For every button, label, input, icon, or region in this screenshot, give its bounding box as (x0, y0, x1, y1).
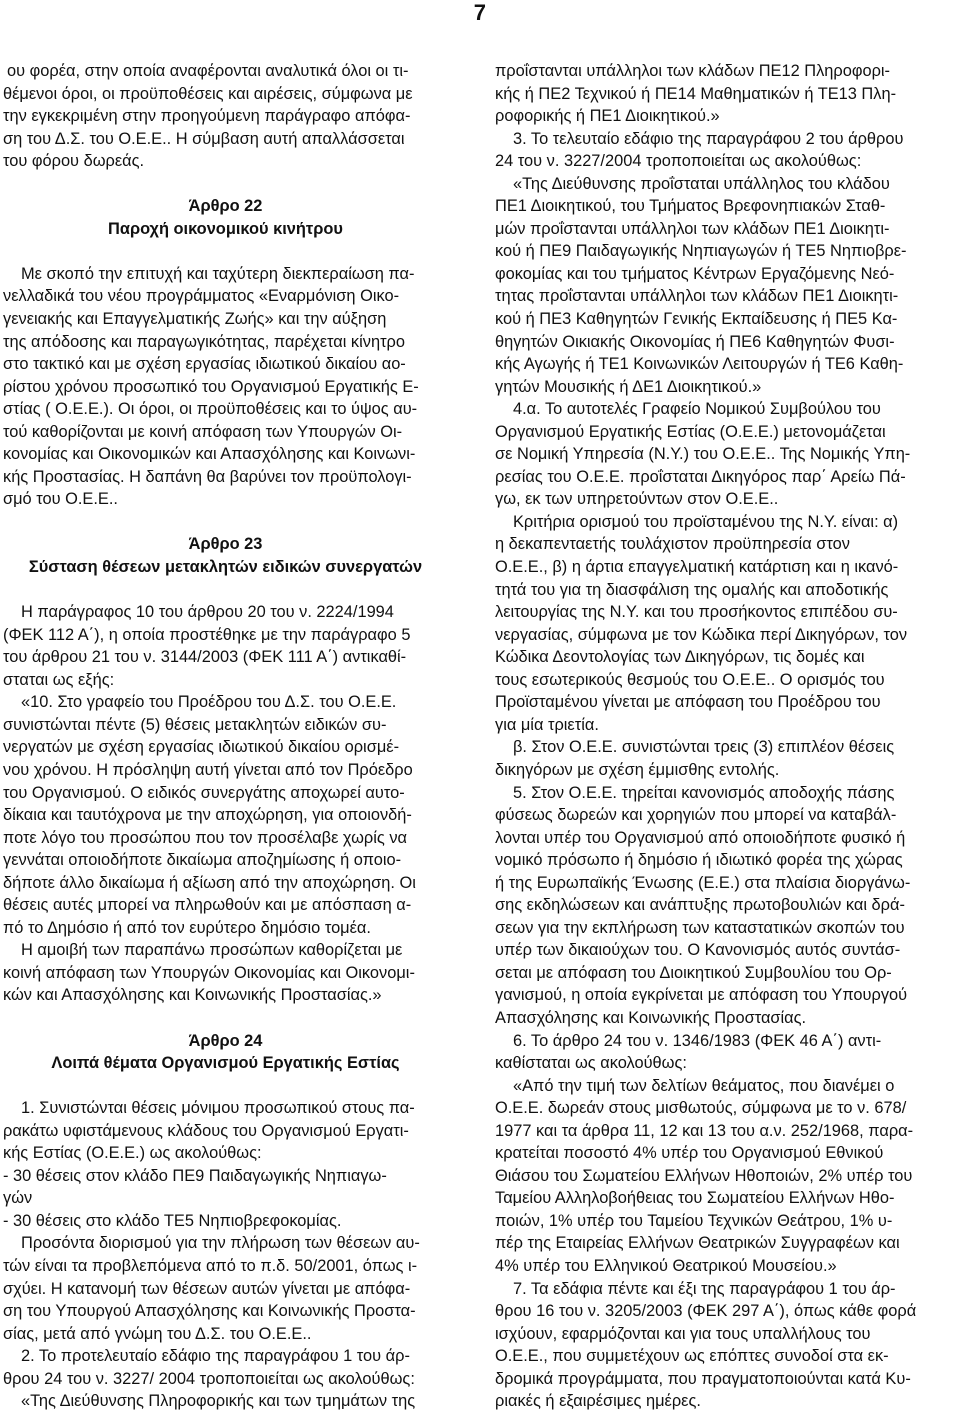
text-line: ποτε λόγο του προσώπου που τον προσέλαβε χωρίς να (3, 828, 407, 847)
text-line: τους εσωτερικούς θεσμούς του Ο.Ε.Ε.. Ο ορισμός του (495, 670, 885, 689)
text-line: ποιών, 1% υπέρ του Ταμείου Τεχνικών Θεάτρου, 1% υ- (495, 1211, 893, 1230)
text-line: - 30 θέσεις στον κλάδο ΠΕ9 Παιδαγωγικής Νηπιαγω- (3, 1166, 387, 1185)
text-line: κρατείται ποσοστό 4% υπέρ του Οργανισμού Εθνικού (495, 1144, 884, 1163)
text-line: η δεκαπενταετής τουλάχιστον προϋπηρεσία στον (495, 535, 850, 554)
text-line: πέρ της Εταιρείας Ελλήνων Θεατρικών Συγγραφέων και (495, 1234, 900, 1253)
article-24-title: Λοιπά θέματα Οργανισμού Εργατικής Εστίας (51, 1054, 400, 1073)
text-line: της απόδοσης και παραγωγικότητας, παρέχεται κίνητρο (3, 332, 405, 351)
text-line: Κώδικα Δεοντολογίας των Δικηγόρων, τις δομές και (495, 648, 865, 667)
text-line: λονται υπέρ του Οργανισμού από οποιοδήποτε φυσικό ή (495, 828, 906, 847)
text-line: 6. Το άρθρο 24 του ν. 1346/1983 (ΦΕΚ 46 Α΄) αντι- (513, 1031, 882, 1050)
text-line: θρου 24 του ν. 3227/ 2004 τροποποιείται ως ακολούθως: (3, 1369, 415, 1388)
text-line: για μία τριετία. (495, 715, 599, 734)
text-line: γεννάται οποιοδήποτε δικαίωμα αποζημίωσης ή οποιο- (3, 851, 402, 870)
text-line: δήποτε άλλο δικαίωμα ή αξίωση από την αποχώρηση. Οι (3, 873, 416, 892)
text-line: κής Προστασίας. Η δαπάνη θα βαρύνει τον προϋπολογι- (3, 467, 412, 486)
text-line: 4% υπέρ του Ελληνικού Θεατρικού Μουσείου.» (495, 1256, 837, 1275)
text-line: Κριτήρια ορισμού του προϊσταμένου της Ν.Υ. είναι: α) (513, 512, 899, 531)
text-line: σμό του Ο.Ε.Ε.. (3, 490, 118, 509)
text-line: του άρθρου 21 του ν. 3144/2003 (ΦΕΚ 111 Α΄) αντικαθί- (3, 648, 407, 667)
text-line: ση του Υπουργού Απασχόλησης και Κοινωνικής Προστα- (3, 1302, 416, 1321)
text-line: φύσεως δωρεών και χορηγιών που μπορεί να καταβάλ- (495, 806, 897, 825)
text-line: πό το Δημόσιο ή από τον ευρύτερο δημόσιο τομέα. (3, 918, 371, 937)
text-line: σεται με απόφαση του Διοικητικού Συμβουλίου του Ορ- (495, 963, 892, 982)
text-line: Ο.Ε.Ε., β) η άρτια επαγγελματική κατάρτιση και η ικανό- (495, 558, 899, 577)
text-line: υπέρ των δικαιούχων του. Ο Κανονισμός αυτός συντάσ- (495, 941, 901, 960)
text-line: λειτουργίας της Ν.Υ. και του προσήκοντος επιπέδου συ- (495, 603, 898, 622)
text-line: δικηγόρων με σχέση έμμισθης εντολής. (495, 760, 780, 779)
text-line: μών προΐστανται υπάλληλοι των κλάδων ΠΕ1 Διοικητι- (495, 219, 890, 238)
article-23-title: Σύσταση θέσεων μετακλητών ειδικών συνεργατών (28, 558, 423, 577)
text-line: Η αμοιβή των παραπάνω προσώπων καθορίζεται με (21, 941, 403, 960)
text-line: νου χρόνου. Η πρόσληψη αυτή γίνεται από τον Πρόεδρο (3, 760, 413, 779)
text-line: νομικό πρόσωπο ή δημόσιο ή ιδιωτικό φορέα της χώρας (495, 851, 903, 870)
text-line: γητών Μουσικής ή ΔΕ1 Διοικητικού.» (495, 377, 762, 396)
article-22-title: Παροχή οικονομικού κινήτρου (108, 219, 343, 238)
text-line: 24 του ν. 3227/2004 τροποποιείται ως ακολούθως: (495, 152, 862, 171)
text-line: του Οργανισμού. Ο ειδικός συνεργάτης αποχωρεί αυτο- (3, 783, 405, 802)
text-line: στο τακτικό και με σχέση εργασίας ιδιωτικού δικαίου αο- (3, 355, 406, 374)
text-line: σε Νομική Υπηρεσία (Ν.Υ.) του Ο.Ε.Ε.. Της Νομικής Υπη- (495, 445, 911, 464)
article-24-heading: Άρθρο 24 (188, 1031, 263, 1050)
text-line: τητά του για τη διασφάλιση της ομαλής και αποδοτικής (495, 580, 889, 599)
text-line: ρακάτω υφιστάμενους κλάδους του Οργανισμού Εργατι- (3, 1121, 409, 1140)
text-line: Με σκοπό την επιτυχή και ταχύτερη διεκπεραίωση πα- (21, 264, 415, 283)
text-line: φοκομίας και του τμήματος Κέντρων Εργαζόμενης Νεό- (495, 264, 895, 283)
text-line: Προϊσταμένου γίνεται με απόφαση του Προέδρου του (495, 693, 881, 712)
text-line: (ΦΕΚ 112 Α΄), η οποία προστέθηκε με την παράγραφο 5 (3, 625, 411, 644)
text-line: θέσεις αυτές μπορεί να πληρωθούν και με απόσπαση α- (3, 896, 412, 915)
text-line: τού καθορίζονται με κοινή απόφαση των Υπουργών Οι- (3, 422, 403, 441)
text-line: κής ή ΠΕ2 Τεχνικού ή ΠΕ14 Μαθηματικών ή ΤΕ13 Πλη- (495, 84, 897, 103)
text-line: θέμενοι όροι, οι προϋποθέσεις και αιρέσεις, σύμφωνα με (3, 84, 413, 103)
text-line: γανισμού, η οποία εγκρίνεται με απόφαση του Υπουργού (495, 986, 908, 1005)
text-line: «Της Διεύθυνσης προΐσταται υπάλληλος του κλάδου (513, 174, 890, 193)
text-line: κού ή ΠΕ9 Παιδαγωγικής Νηπιαγωγών ή ΤΕ5 Νηπιοβρε- (495, 242, 907, 261)
text-line: Ο.Ε.Ε. δωρεάν στους μισθωτούς, σύμφωνα με το ν. 678/ (495, 1099, 907, 1118)
text-line: «Από την τιμή των δελτίων θεάματος, που διανέμει ο (513, 1076, 895, 1095)
text-line: κού ή ΠΕ3 Καθηγητών Γενικής Εκπαίδευσης ή ΠΕ5 Κα- (495, 310, 898, 329)
text-line: ση του Δ.Σ. του Ο.Ε.Ε.. Η σύμβαση αυτή απαλλάσσεται (3, 129, 405, 148)
text-line: ισχύουν, εφαρμόζονται και για τους υπαλλήλους του (495, 1324, 871, 1343)
text-line: θρου 16 του ν. 3205/2003 (ΦΕΚ 297 Α΄), όπως κάθε φορά (495, 1302, 917, 1321)
text-line: την εγκεκριμένη στην προηγούμενη παράγραφο απόφα- (3, 107, 411, 126)
article-23-heading: Άρθρο 23 (188, 535, 263, 554)
text-line: 7. Τα εδάφια πέντε και έξι της παραγράφου 1 του άρ- (513, 1279, 896, 1298)
text-line: σεων για την εκπλήρωση των καταστατικών σκοπών του (495, 918, 905, 937)
text-line: κής Εστίας (Ο.Ε.Ε.) ως ακολούθως: (3, 1144, 262, 1163)
text-line: κονομίας και Οικονομικών και Απασχόλησης και Κοινωνι- (3, 445, 416, 464)
text-line: κής Αγωγής ή ΤΕ1 Κοινωνικών Λειτουργών ή ΤΕ6 Καθη- (495, 355, 904, 374)
text-line: σίας, μετά από γνώμη του Δ.Σ. του Ο.Ε.Ε.. (3, 1324, 312, 1343)
text-line: Προσόντα διορισμού για την πλήρωση των θέσεων αυ- (21, 1234, 420, 1253)
text-line: ή της Ευρωπαϊκής Ένωσης (Ε.Ε.) στα πλαίσια διοργάνω- (495, 873, 911, 892)
text-line: Η παράγραφος 10 του άρθρου 20 του ν. 2224/1994 (21, 603, 394, 622)
text-line: σης εκδηλώσεων και ανάπτυξης πρωτοβουλιών και δρά- (495, 896, 905, 915)
text-line: σταται ως εξής: (3, 670, 115, 689)
text-line: Ταμείου Αλληλοβοήθειας του Σωματείου Ελλήνων Ηθο- (495, 1189, 895, 1208)
text-line: - 30 θέσεις στο κλάδο ΤΕ5 Νηπιοβρεφοκομίας. (3, 1211, 342, 1230)
article-22-heading: Άρθρο 22 (188, 197, 263, 216)
text-line: του φόρου δωρεάς. (3, 152, 145, 171)
text-line: γω, εκ των υπηρετούντων στον Ο.Ε.Ε.. (495, 490, 779, 509)
text-line: δίκαια και ταυτόχρονα με την αποχώρηση, για οποιονδή- (3, 806, 412, 825)
text-line: «10. Στο γραφείο του Προέδρου του Δ.Σ. του Ο.Ε.Ε. (21, 693, 397, 712)
text-line: στίας ( Ο.Ε.Ε.). Οι όροι, οι προϋποθέσεις και το ύψος αυ- (3, 400, 418, 419)
text-line: 5. Στον Ο.Ε.Ε. τηρείται κανονισμός αποδοχής πάσης (513, 783, 895, 802)
text-line: 1. Συνιστώνται θέσεις μόνιμου προσωπικού στους πα- (21, 1099, 415, 1118)
text-line: γενειακής και Επαγγελματικής Ζωής» και την αύξηση (3, 310, 387, 329)
text-line: κοινή απόφαση των Υπουργών Οικονομίας και Οικονομι- (3, 963, 415, 982)
text-line: κών και Απασχόλησης και Κοινωνικής Προστασίας.» (3, 986, 382, 1005)
text-line: καθίσταται ως ακολούθως: (495, 1054, 687, 1073)
text-line: 3. Το τελευταίο εδάφιο της παραγράφου 2 του άρθρου (513, 129, 904, 148)
text-line: ροφορικής ή ΠΕ1 Διοικητικού.» (495, 107, 720, 126)
text-line: συνιστώνται πέντε (5) θέσεις μετακλητών ειδικών συ- (3, 715, 387, 734)
text-line: 1977 και τα άρθρα 11, 12 και 13 του α.ν. 252/1968, παρα- (495, 1121, 914, 1140)
text-line: προΐστανται υπάλληλοι των κλάδων ΠΕ12 Πληροφορι- (495, 62, 890, 80)
text-line: γών (3, 1189, 33, 1208)
text-line: τών είναι τα προβλεπόμενα από το π.δ. 50/2001, όπως ι- (3, 1256, 418, 1275)
text-line: Απασχόλησης και Κοινωνικής Προστασίας. (495, 1008, 807, 1027)
text-line: ου φορέα, στην οποία αναφέρονται αναλυτικά όλοι οι τι- (7, 62, 409, 80)
text-line: νεργασίας, σύμφωνα με τον Κώδικα περί Δικηγόρων, τον (495, 625, 908, 644)
text-line: ρίστου χρόνου προσωπικό του Οργανισμού Εργατικής Ε- (3, 377, 419, 396)
text-line: Θιάσου του Σωματείου Ελλήνων Ηθοποιών, 2% υπέρ του (495, 1166, 913, 1185)
page-number: 7 (473, 0, 486, 25)
text-line: 2. Το προτελευταίο εδάφιο της παραγράφου 1 του άρ- (21, 1347, 410, 1366)
text-line: ρεσίας του Ο.Ε.Ε. προΐσταται Δικηγόρος παρ΄ Αρείω Πά- (495, 467, 906, 486)
text-line: νελλαδικά του νέου προγράμματος «Εναρμόνιση Οικο- (3, 287, 400, 306)
text-line: ΠΕ1 Διοικητικού, του Τμήματος Βρεφονηπιακών Σταθ- (495, 197, 886, 216)
text-line: 4.α. Το αυτοτελές Γραφείο Νομικού Συμβούλου του (513, 400, 881, 419)
text-line: νεργατών με σχέση εργασίας ιδιωτικού δικαίου ορισμέ- (3, 738, 400, 757)
text-line: σχύει. Η κατανομή των θέσεων αυτών γίνεται με απόφα- (3, 1279, 411, 1298)
text-line: Οργανισμού Εργατικής Εστίας (Ο.Ε.Ε.) μετονομάζεται (495, 422, 886, 441)
text-line: «Της Διεύθυνσης Πληροφορικής και των τμημάτων της (21, 1392, 416, 1411)
right-column (495, 60, 940, 1413)
text-line: Ο.Ε.Ε., που συμμετέχουν ως επόπτες συνοδοί στα εκ- (495, 1347, 889, 1366)
text-line: δρομικά προγράμματα, που πραγματοποιούνται κατά Κυ- (495, 1369, 911, 1388)
text-line: τητας προΐστανται υπάλληλοι των κλάδων ΠΕ1 Διοικητι- (495, 287, 899, 306)
text-line: β. Στον Ο.Ε.Ε. συνιστώνται τρεις (3) επιπλέον θέσεις (513, 738, 895, 757)
text-line: ριακές ή εξαιρέσιμες ημέρες. (495, 1392, 701, 1411)
text-line: θηγητών Οικιακής Οικονομίας ή ΠΕ6 Καθηγητών Φυσι- (495, 332, 895, 351)
left-column (3, 60, 448, 1413)
